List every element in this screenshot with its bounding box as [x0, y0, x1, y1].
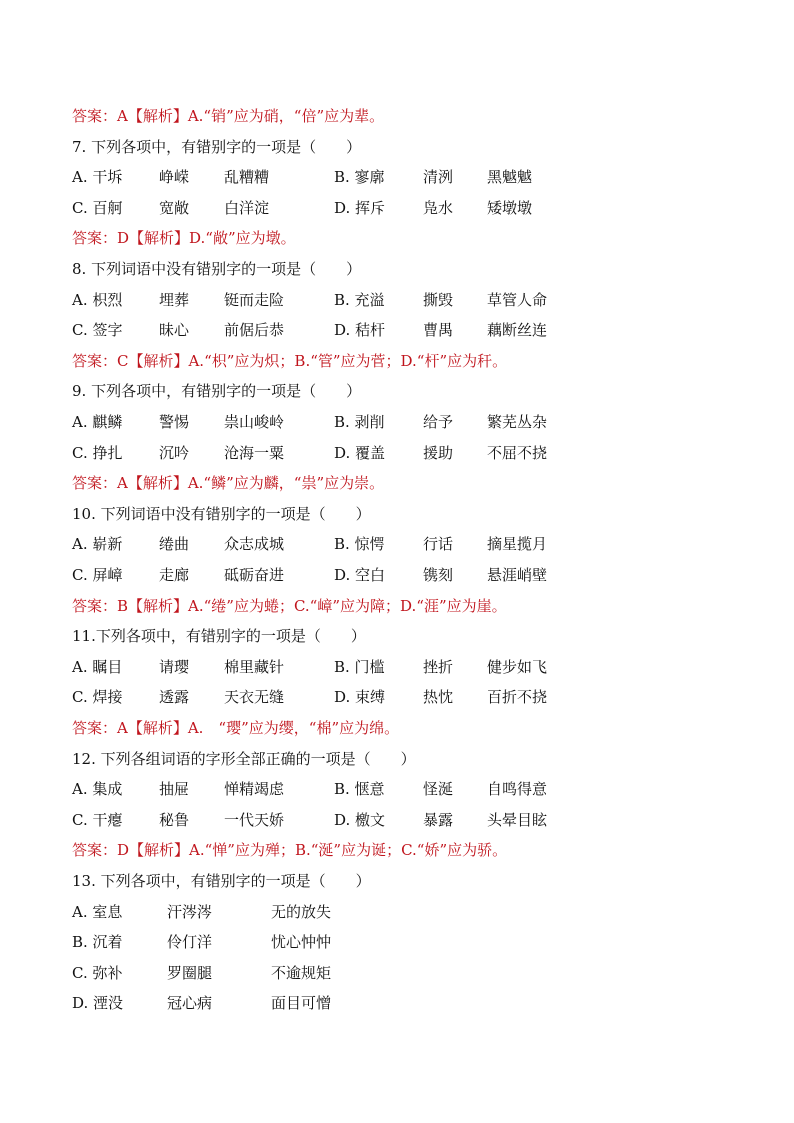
option-word: 昧心 — [159, 321, 190, 339]
option-word: A. 干坼 — [72, 168, 123, 186]
option-word: 宽敞 — [159, 199, 190, 217]
option-word: C. 焊接 — [72, 688, 123, 706]
option-word: 援助 — [423, 444, 454, 462]
option-word: 惮精竭虑 — [224, 780, 285, 798]
option-word: D. 秸杆 — [334, 321, 386, 339]
option-word: 摘星揽月 — [487, 535, 548, 553]
option-word: 请璎 — [159, 658, 190, 676]
option-word: 头晕目眩 — [487, 811, 548, 829]
option-word: A. 麒鳞 — [72, 413, 123, 431]
option-word: 白洋淀 — [224, 199, 270, 217]
option-word: 警惕 — [159, 413, 190, 431]
option-word: 繁芜丛杂 — [487, 413, 548, 431]
option-word: 镌刻 — [423, 566, 454, 584]
question-stem: 10. 下列词语中没有错别字的一项是（ ） — [72, 505, 371, 523]
option-word: D. 束缚 — [334, 688, 386, 706]
option-word: 绻曲 — [159, 535, 190, 553]
option-word: D. 檄文 — [334, 811, 386, 829]
option-word: 走廊 — [159, 566, 190, 584]
option-word: 挫折 — [423, 658, 454, 676]
option-word: C. 挣扎 — [72, 444, 123, 462]
answer-explanation: 答案：B【解析】A.“绻”应为蜷；C.“嶂”应为障；D.“涯”应为崖。 — [72, 597, 507, 615]
option-word: 沉吟 — [159, 444, 190, 462]
option-word: 给予 — [423, 413, 454, 431]
option-word: 罗圈腿 — [167, 964, 213, 982]
option-word: 祟山峻岭 — [224, 413, 285, 431]
option-word: C. 签字 — [72, 321, 123, 339]
answer-explanation: 答案：A【解析】A. “璎”应为缨，“棉”应为绵。 — [72, 719, 400, 737]
option-word: B. 剥削 — [334, 413, 385, 431]
question-stem: 11.下列各项中，有错别字的一项是（ ） — [72, 627, 366, 645]
option-word: 凫水 — [423, 199, 454, 217]
option-word: 怪涎 — [423, 780, 454, 798]
option-word: 伶仃洋 — [167, 933, 213, 951]
option-word: 清洌 — [423, 168, 454, 186]
option-word: A. 瞩目 — [72, 658, 123, 676]
option-word: 天衣无缝 — [224, 688, 285, 706]
option-word: 沧海一粟 — [224, 444, 285, 462]
option-word: 秘鲁 — [159, 811, 190, 829]
option-word: 埋葬 — [159, 291, 190, 309]
question-stem: 8. 下列词语中没有错别字的一项是（ ） — [72, 260, 362, 278]
option-word: 乱糟糟 — [224, 168, 270, 186]
option-word: 峥嵘 — [159, 168, 190, 186]
option-word: C. 弥补 — [72, 964, 123, 982]
option-word: 众志成城 — [224, 535, 285, 553]
option-word: D. 湮没 — [72, 994, 124, 1012]
option-word: 铤而走险 — [224, 291, 285, 309]
option-word: 健步如飞 — [487, 658, 548, 676]
option-word: 面目可憎 — [271, 994, 332, 1012]
option-word: 行话 — [423, 535, 454, 553]
question-stem: 9. 下列各项中，有错别字的一项是（ ） — [72, 382, 362, 400]
option-word: D. 空白 — [334, 566, 386, 584]
question-stem: 12. 下列各组词语的字形全部正确的一项是（ ） — [72, 750, 416, 768]
option-word: 黑魆魆 — [487, 168, 533, 186]
option-word: 棉里藏针 — [224, 658, 285, 676]
option-word: 撕毁 — [423, 291, 454, 309]
option-word: 暴露 — [423, 811, 454, 829]
question-stem: 13. 下列各项中，有错别字的一项是（ ） — [72, 872, 371, 890]
option-word: 一代天娇 — [224, 811, 285, 829]
option-word: 矮墩墩 — [487, 199, 533, 217]
option-word: 不屈不挠 — [487, 444, 548, 462]
question-stem: 7. 下列各项中，有错别字的一项是（ ） — [72, 138, 362, 156]
option-word: 抽屉 — [159, 780, 190, 798]
option-word: D. 覆盖 — [334, 444, 386, 462]
option-word: A. 室息 — [72, 903, 123, 921]
option-word: 藕断丝连 — [487, 321, 548, 339]
option-word: B. 门槛 — [334, 658, 385, 676]
option-word: 冠心病 — [167, 994, 213, 1012]
option-word: D. 挥斥 — [334, 199, 386, 217]
answer-explanation: 答案：A【解析】A.“销”应为硝，“倍”应为辈。 — [72, 107, 385, 125]
option-word: 砥砺奋进 — [224, 566, 285, 584]
answer-explanation: 答案：D【解析】A.“惮”应为殚；B.“涎”应为诞；C.“娇”应为骄。 — [72, 841, 508, 859]
option-word: 曹禺 — [423, 321, 454, 339]
option-word: 汗涔涔 — [167, 903, 213, 921]
option-word: C. 百舸 — [72, 199, 123, 217]
option-word: 自鸣得意 — [487, 780, 548, 798]
option-word: B. 惊愕 — [334, 535, 385, 553]
option-word: 透露 — [159, 688, 190, 706]
option-word: C. 干瘪 — [72, 811, 123, 829]
option-word: 草管人命 — [487, 291, 548, 309]
option-word: 忧心忡忡 — [271, 933, 332, 951]
answer-explanation: 答案：D【解析】D.“敞”应为墩。 — [72, 229, 296, 247]
option-word: A. 崭新 — [72, 535, 123, 553]
option-word: 前倨后恭 — [224, 321, 285, 339]
option-word: 不逾规矩 — [271, 964, 332, 982]
option-word: B. 惬意 — [334, 780, 385, 798]
option-word: 无的放失 — [271, 903, 332, 921]
option-word: A. 集成 — [72, 780, 123, 798]
option-word: 热忱 — [423, 688, 454, 706]
option-word: A. 枳烈 — [72, 291, 123, 309]
option-word: C. 屏嶂 — [72, 566, 123, 584]
option-word: 悬涯峭壁 — [487, 566, 548, 584]
option-word: B. 沉着 — [72, 933, 123, 951]
option-word: B. 充溢 — [334, 291, 385, 309]
option-word: 百折不挠 — [487, 688, 548, 706]
answer-explanation: 答案：A【解析】A.“鳞”应为麟，“祟”应为崇。 — [72, 474, 385, 492]
option-word: B. 寥廓 — [334, 168, 385, 186]
answer-explanation: 答案：C【解析】A.“枳”应为炽；B.“管”应为菅；D.“杆”应为秆。 — [72, 352, 508, 370]
